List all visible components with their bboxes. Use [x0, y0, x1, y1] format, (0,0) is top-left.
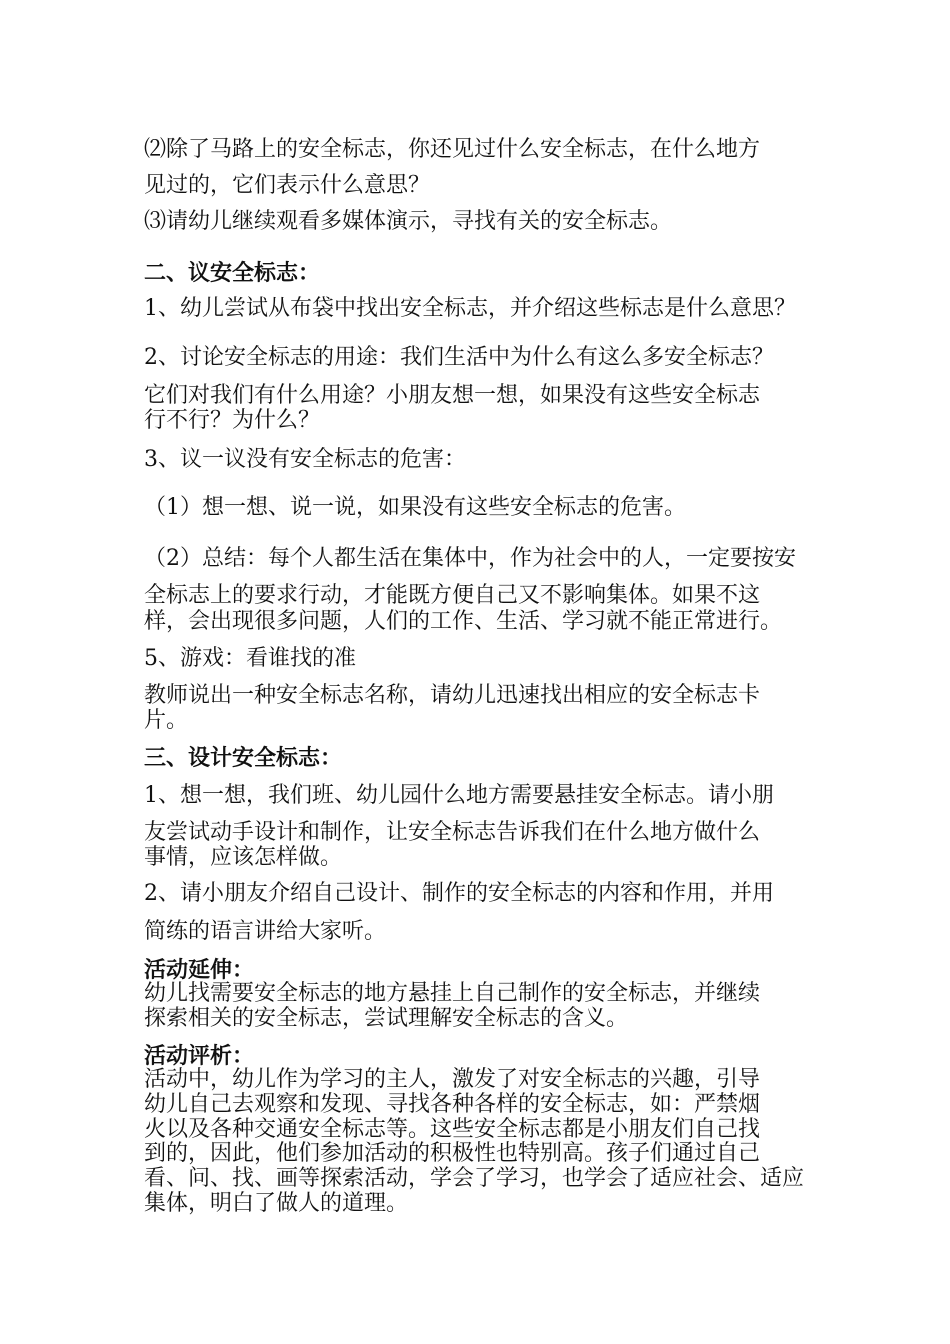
- text-line: 简练的语言讲给大家听。: [144, 919, 387, 944]
- text-line: （2）总结：每个人都生活在集体中，作为社会中的人，一定要按安: [144, 546, 796, 571]
- section-heading: 三、设计安全标志：: [144, 745, 343, 771]
- text-line: 它们对我们有什么用途？小朋友想一想，如果没有这些安全标志: [144, 383, 761, 408]
- section-heading: 二、议安全标志：: [144, 260, 321, 286]
- text-line: 3、议一议没有安全标志的危害：: [144, 447, 466, 472]
- text-line: ⑶请幼儿继续观看多媒体演示，寻找有关的安全标志。: [144, 209, 673, 234]
- text-line: 2、请小朋友介绍自己设计、制作的安全标志的内容和作用，并用: [144, 881, 774, 906]
- text-line: 集体，明白了做人的道理。: [144, 1191, 409, 1216]
- text-line: 1、幼儿尝试从布袋中找出安全标志，并介绍这些标志是什么意思？: [144, 296, 796, 321]
- text-line: ⑵除了马路上的安全标志，你还见过什么安全标志，在什么地方: [144, 137, 761, 162]
- text-line: 见过的，它们表示什么意思？: [144, 173, 431, 198]
- text-line: 看、问、找、画等探索活动，学会了学习，也学会了适应社会、适应: [144, 1166, 805, 1191]
- text-line: 全标志上的要求行动，才能既方便自己又不影响集体。如果不这: [144, 583, 761, 608]
- text-line: 2、讨论安全标志的用途：我们生活中为什么有这么多安全标志？: [144, 345, 774, 370]
- text-line: 火以及各种交通安全标志等。这些安全标志都是小朋友们自己找: [144, 1117, 761, 1142]
- text-line: 样，会出现很多问题，人们的工作、生活、学习就不能正常进行。: [144, 609, 783, 634]
- section-heading: 活动评析：: [144, 1043, 255, 1069]
- section-heading: 活动延伸：: [144, 957, 255, 983]
- text-line: 教师说出一种安全标志名称，请幼儿迅速找出相应的安全标志卡: [144, 683, 761, 708]
- text-line: 幼儿找需要安全标志的地方悬挂上自己制作的安全标志，并继续: [144, 981, 761, 1006]
- text-line: 活动中，幼儿作为学习的主人，激发了对安全标志的兴趣，引导: [144, 1067, 761, 1092]
- text-line: （1）想一想、说一说，如果没有这些安全标志的危害。: [144, 495, 686, 520]
- text-line: 5、游戏：看谁找的准: [144, 646, 356, 671]
- text-line: 探索相关的安全标志，尝试理解安全标志的含义。: [144, 1006, 629, 1031]
- text-line: 幼儿自己去观察和发现、寻找各种各样的安全标志，如：严禁烟: [144, 1092, 761, 1117]
- text-line: 1、想一想，我们班、幼儿园什么地方需要悬挂安全标志。请小朋: [144, 783, 774, 808]
- text-line: 片。: [144, 708, 189, 733]
- text-line: 行不行？为什么？: [144, 408, 321, 433]
- text-line: 事情，应该怎样做。: [144, 845, 343, 870]
- text-line: 到的，因此，他们参加活动的积极性也特别高。孩子们通过自己: [144, 1141, 761, 1166]
- text-line: 友尝试动手设计和制作，让安全标志告诉我们在什么地方做什么: [144, 820, 761, 845]
